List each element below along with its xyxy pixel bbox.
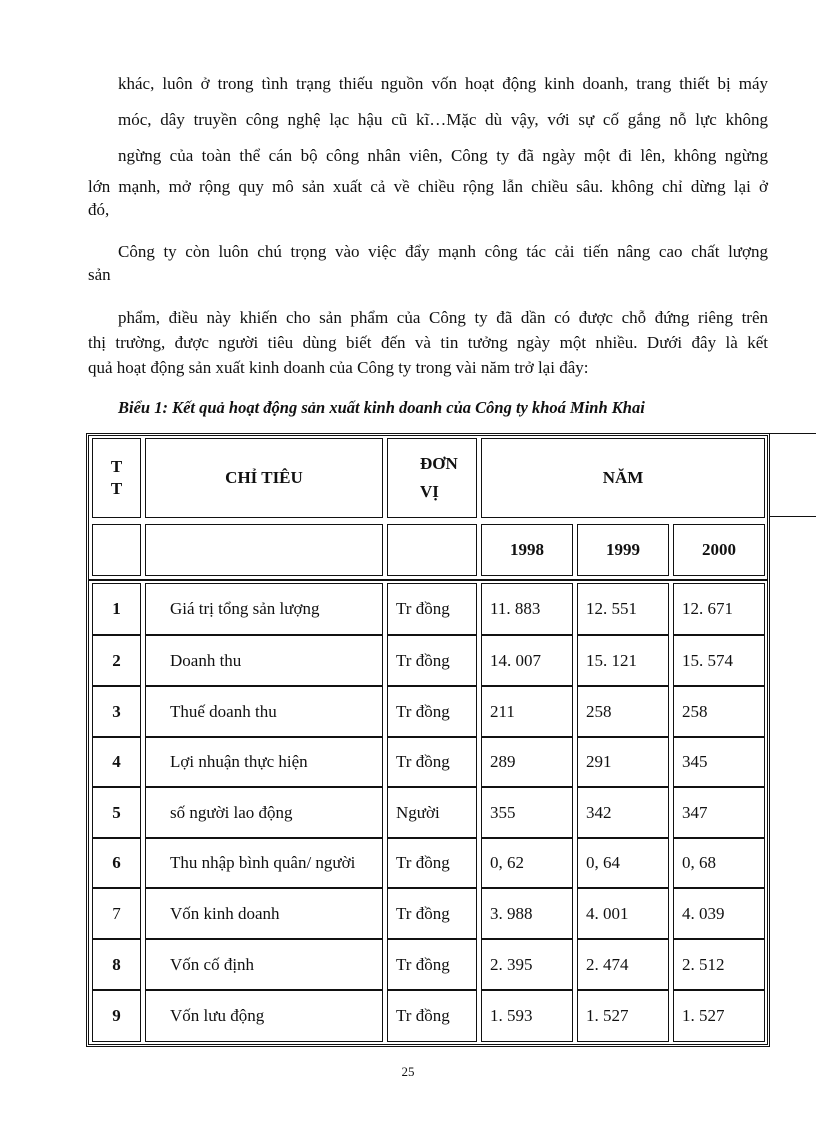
row-number: 9	[92, 990, 141, 1042]
paragraph-line: móc, dây truyền công nghệ lạc hậu cũ kĩ…Mặc dù vậy, với sự cố gắng nỗ lực không	[118, 110, 768, 129]
header-year-1999: 1999	[577, 524, 669, 576]
row-value-2000: 4. 039	[673, 888, 765, 939]
row-value-1998: 211	[481, 686, 573, 737]
header-year-2000: 2000	[673, 524, 765, 576]
row-value-1998: 3. 988	[481, 888, 573, 939]
row-indicator: Vốn cố định	[145, 939, 383, 990]
header-empty-cell	[387, 524, 477, 576]
row-value-1998: 14. 007	[481, 635, 573, 686]
row-unit: Tr đồng	[387, 939, 477, 990]
paragraph-line: phẩm, điều này khiến cho sản phẩm của Công ty đã dần có được chỗ đứng riêng trên	[118, 308, 768, 327]
row-indicator: Thuế doanh thu	[145, 686, 383, 737]
header-extension-line	[770, 516, 816, 517]
row-number: 2	[92, 635, 141, 686]
paragraph-line: lớn mạnh, mở rộng quy mô sản xuất cả về chiều rộng lẫn chiều sâu. không chỉ dừng lại ở	[88, 177, 768, 196]
row-unit: Tr đồng	[387, 888, 477, 939]
table-caption: Biểu 1: Kết quả hoạt động sản xuất kinh doanh của Công ty khoá Minh Khai	[118, 398, 645, 417]
row-value-1999: 12. 551	[577, 583, 669, 635]
row-value-1998: 0, 62	[481, 838, 573, 888]
row-indicator: Vốn kinh doanh	[145, 888, 383, 939]
row-value-2000: 2. 512	[673, 939, 765, 990]
row-value-1998: 289	[481, 737, 573, 787]
row-value-2000: 258	[673, 686, 765, 737]
row-value-1998: 1. 593	[481, 990, 573, 1042]
paragraph-line: Công ty còn luôn chú trọng vào việc đẩy mạnh công tác cải tiến nâng cao chất lượng	[118, 242, 768, 261]
paragraph-line: sản	[88, 265, 111, 284]
row-value-1999: 15. 121	[577, 635, 669, 686]
row-indicator: Vốn lưu động	[145, 990, 383, 1042]
row-indicator: Doanh thu	[145, 635, 383, 686]
row-value-2000: 15. 574	[673, 635, 765, 686]
row-value-1999: 258	[577, 686, 669, 737]
row-value-1999: 291	[577, 737, 669, 787]
row-value-1999: 342	[577, 787, 669, 838]
row-number: 4	[92, 737, 141, 787]
header-tt: T T	[92, 438, 141, 518]
header-separator	[88, 579, 768, 581]
row-value-2000: 345	[673, 737, 765, 787]
row-indicator: Giá trị tổng sản lượng	[145, 583, 383, 635]
header-extension-line	[770, 433, 816, 434]
row-value-1998: 2. 395	[481, 939, 573, 990]
row-unit: Tr đồng	[387, 635, 477, 686]
row-unit: Tr đồng	[387, 990, 477, 1042]
row-number: 7	[92, 888, 141, 939]
header-unit: ĐƠN VỊ	[387, 438, 477, 518]
paragraph-line: đó,	[88, 200, 110, 219]
paragraph-2	[88, 242, 768, 285]
row-value-1999: 1. 527	[577, 990, 669, 1042]
header-indicator: CHỈ TIÊU	[145, 438, 383, 518]
row-unit: Tr đồng	[387, 737, 477, 787]
row-number: 5	[92, 787, 141, 838]
row-unit: Tr đồng	[387, 838, 477, 888]
row-value-1999: 0, 64	[577, 838, 669, 888]
row-value-2000: 347	[673, 787, 765, 838]
row-number: 1	[92, 583, 141, 635]
row-value-2000: 0, 68	[673, 838, 765, 888]
paragraph-line: quả hoạt động sản xuất kinh doanh của Công ty trong vài năm trở lại đây:	[88, 358, 589, 377]
row-unit: Tr đồng	[387, 686, 477, 737]
row-unit: Tr đồng	[387, 583, 477, 635]
paragraph-line: thị trường, được người tiêu dùng biết đến và tin tưởng ngày một nhiều. Dưới đây là kết	[88, 333, 768, 352]
row-value-1998: 355	[481, 787, 573, 838]
row-value-1999: 4. 001	[577, 888, 669, 939]
paragraph-1	[88, 74, 768, 220]
row-unit: Người	[387, 787, 477, 838]
row-value-2000: 12. 671	[673, 583, 765, 635]
header-empty-cell	[145, 524, 383, 576]
paragraph-line: khác, luôn ở trong tình trạng thiếu nguồn vốn hoạt động kinh doanh, trang thiết bị máy	[118, 74, 768, 93]
row-number: 8	[92, 939, 141, 990]
header-year-group: NĂM	[481, 438, 765, 518]
row-value-1998: 11. 883	[481, 583, 573, 635]
header-year-1998: 1998	[481, 524, 573, 576]
header-empty-cell	[92, 524, 141, 576]
row-number: 6	[92, 838, 141, 888]
paragraph-line: ngừng của toàn thể cán bộ công nhân viên, Công ty đã ngày một đi lên, không ngừng	[118, 146, 768, 165]
row-indicator: Thu nhập bình quân/ người	[145, 838, 383, 888]
row-indicator: Lợi nhuận thực hiện	[145, 737, 383, 787]
page-number: 25	[401, 1064, 415, 1079]
row-indicator: số người lao động	[145, 787, 383, 838]
row-value-1999: 2. 474	[577, 939, 669, 990]
row-value-2000: 1. 527	[673, 990, 765, 1042]
paragraph-3	[88, 308, 768, 378]
row-number: 3	[92, 686, 141, 737]
